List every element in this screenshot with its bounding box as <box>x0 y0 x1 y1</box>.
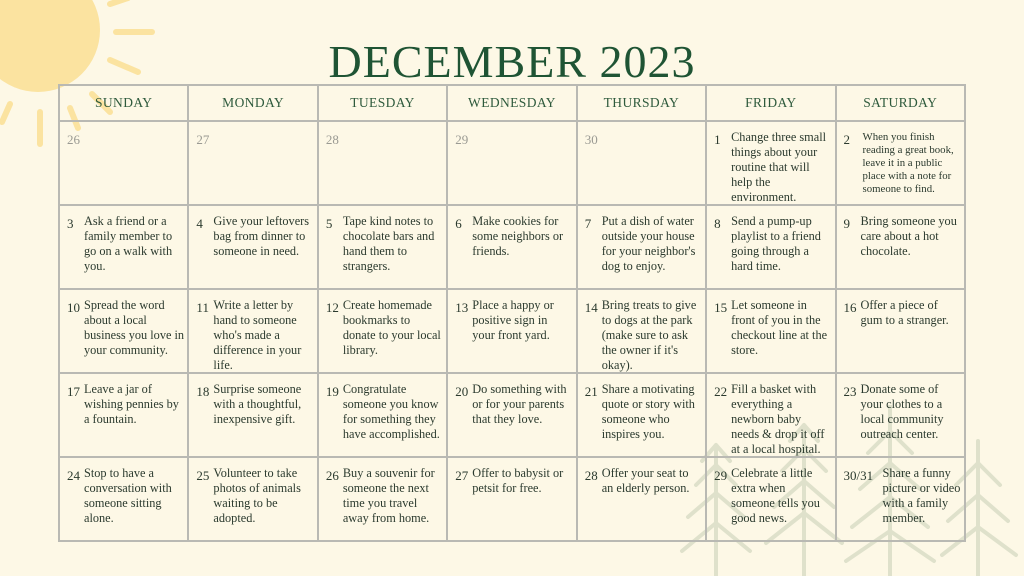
day-activity: Ask a friend or a family member to go on a walk with you. <box>84 214 173 273</box>
week-row <box>59 205 965 289</box>
day-number: 12 <box>325 300 339 315</box>
day-number: 2 <box>843 132 851 147</box>
day-activity: Give your leftovers bag from dinner to someone in need. <box>213 214 310 258</box>
day-number: 16 <box>843 300 857 315</box>
day-number: 8 <box>714 216 721 231</box>
day-cell <box>318 373 447 457</box>
day-number: 23 <box>843 384 857 399</box>
day-number: 9 <box>843 216 851 231</box>
day-activity: Volunteer to take photos of animals waiting to be adopted. <box>213 466 301 525</box>
day-number: 30/31 <box>843 468 874 483</box>
day-number: 11 <box>196 300 209 315</box>
day-activity: Fill a basket with everything a newborn baby needs & drop it off at a local hospital. <box>731 382 825 456</box>
week-row <box>59 289 965 373</box>
day-number: 27 <box>196 132 210 147</box>
day-activity: Leave a jar of wishing pennies by a fountain. <box>84 382 179 426</box>
day-number: 28 <box>584 468 598 483</box>
day-activity: Make cookies for some neighbors or friends. <box>472 214 564 258</box>
day-cell <box>447 373 576 457</box>
day-cell <box>836 205 965 289</box>
day-number: 15 <box>714 300 728 315</box>
day-number: 10 <box>67 300 80 315</box>
day-cell <box>577 457 706 541</box>
day-activity: Send a pump-up playlist to a friend going through a hard time. <box>731 214 821 273</box>
day-cell <box>577 205 706 289</box>
day-cell <box>577 373 706 457</box>
day-cell <box>577 121 706 205</box>
day-activity: Place a happy or positive sign in your front yard. <box>472 298 554 342</box>
day-number: 22 <box>714 384 728 399</box>
day-number: 3 <box>67 216 74 231</box>
day-cell <box>188 289 317 373</box>
day-cell <box>59 457 188 541</box>
day-cell <box>836 457 965 541</box>
day-activity: Write a letter by hand to someone who's made a difference in your life. <box>213 298 302 372</box>
day-activity: Offer a piece of gum to a stranger. <box>860 298 949 327</box>
day-cell <box>706 121 835 205</box>
day-cell <box>706 289 835 373</box>
page-title: DECEMBER 2023 <box>328 36 696 87</box>
day-activity: Create homemade bookmarks to donate to your local library. <box>342 298 441 357</box>
day-cell <box>318 205 447 289</box>
day-activity: When you finish reading a great book, leave it in a public place with a note for someone to find. <box>862 131 954 195</box>
day-cell <box>577 289 706 373</box>
day-cell <box>836 289 965 373</box>
day-activity: Offer your seat to an elderly person. <box>601 466 690 495</box>
day-cell <box>706 205 835 289</box>
week-row <box>59 121 965 205</box>
day-cell <box>188 121 317 205</box>
day-number: 24 <box>67 468 80 483</box>
day-cell <box>59 205 188 289</box>
day-activity: Surprise someone with a thoughtful, inexpensive gift. <box>213 382 302 426</box>
day-cell <box>188 373 317 457</box>
day-cell <box>447 289 576 373</box>
day-activity: Put a dish of water outside your house for your neighbor's dog to enjoy. <box>601 214 696 273</box>
weekday-header: TUESDAY <box>318 85 447 121</box>
weekday-header: THURSDAY <box>577 85 706 121</box>
day-number: 27 <box>455 468 469 483</box>
day-cell <box>188 457 317 541</box>
day-activity: Bring someone you care about a hot chocolate. <box>860 214 957 258</box>
day-cell <box>318 289 447 373</box>
day-number: 1 <box>714 132 721 147</box>
day-activity: Let someone in front of you in the checkout line at the store. <box>731 298 828 357</box>
day-cell <box>188 205 317 289</box>
day-number: 4 <box>196 216 203 231</box>
day-number: 20 <box>455 384 469 399</box>
day-cell <box>706 373 835 457</box>
day-number: 14 <box>584 300 598 315</box>
day-number: 29 <box>455 132 469 147</box>
day-number: 26 <box>67 132 80 147</box>
day-activity: Do something with or for your parents that they love. <box>472 382 567 426</box>
calendar-grid <box>58 84 966 542</box>
day-activity: Buy a souvenir for someone the next time you travel away from home. <box>342 466 435 525</box>
day-cell <box>836 373 965 457</box>
day-number: 21 <box>584 384 598 399</box>
weekday-header: MONDAY <box>188 85 317 121</box>
day-activity: Stop to have a conversation with someone sitting alone. <box>84 466 172 525</box>
day-number: 30 <box>584 132 598 147</box>
day-number: 18 <box>196 384 210 399</box>
day-activity: Celebrate a little extra when someone tells you good news. <box>731 466 820 525</box>
day-activity: Donate some of your clothes to a local community outreach center. <box>860 382 944 441</box>
day-cell <box>318 457 447 541</box>
day-number: 17 <box>67 384 80 399</box>
day-activity: Tape kind notes to chocolate bars and hand them to strangers. <box>342 214 435 273</box>
day-cell <box>59 289 188 373</box>
day-cell <box>59 121 188 205</box>
day-activity: Offer to babysit or petsit for free. <box>472 466 564 495</box>
week-row <box>59 373 965 457</box>
weekday-header: FRIDAY <box>706 85 835 121</box>
weekday-header: WEDNESDAY <box>447 85 576 121</box>
day-cell <box>706 457 835 541</box>
day-activity: Spread the word about a local business you love in your community. <box>84 298 185 357</box>
day-number: 5 <box>325 216 333 231</box>
day-number: 7 <box>584 216 592 231</box>
day-cell <box>447 457 576 541</box>
weekday-header: SUNDAY <box>59 85 188 121</box>
day-cell <box>59 373 188 457</box>
day-number: 19 <box>325 384 339 399</box>
day-number: 6 <box>455 216 462 231</box>
day-number: 25 <box>196 468 210 483</box>
day-activity: Share a motivating quote or story with someone who inspires you. <box>601 382 695 441</box>
day-cell <box>836 121 965 205</box>
day-number: 13 <box>455 300 469 315</box>
day-activity: Bring treats to give to dogs at the park (make sure to ask the owner if it's okay). <box>601 298 697 372</box>
day-activity: Congratulate someone you know for something they have accomplished. <box>342 382 440 441</box>
day-number: 29 <box>714 468 728 483</box>
week-row <box>59 457 965 541</box>
day-cell <box>318 121 447 205</box>
day-number: 26 <box>325 468 339 483</box>
day-number: 28 <box>325 132 339 147</box>
weekday-header-row <box>59 85 965 121</box>
day-activity: Share a funny picture or video with a family member. <box>882 466 961 525</box>
day-activity: Change three small things about your routine that will help the environment. <box>731 130 827 204</box>
day-cell <box>447 205 576 289</box>
weekday-header: SATURDAY <box>836 85 965 121</box>
day-cell <box>447 121 576 205</box>
